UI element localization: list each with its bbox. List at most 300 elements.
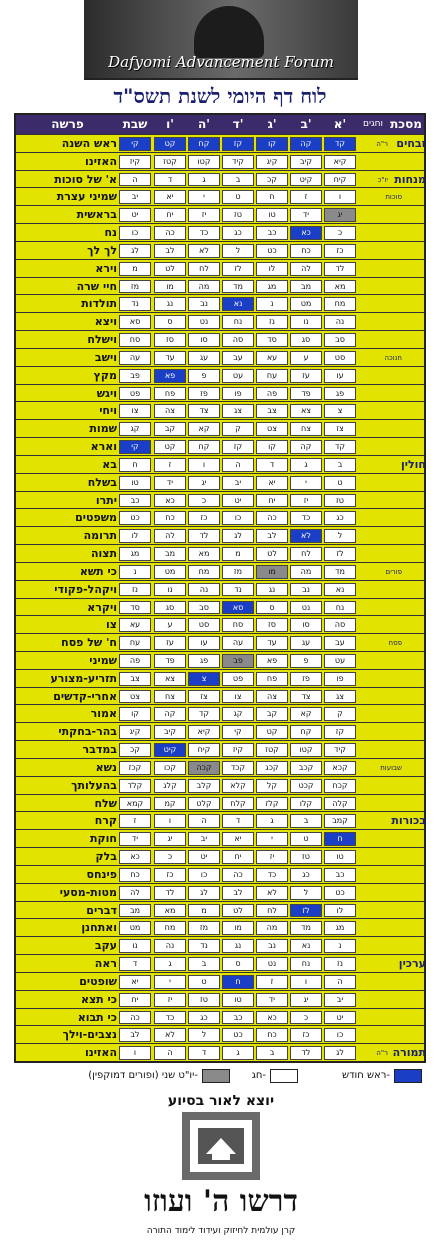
daf-cell: כג bbox=[188, 1011, 220, 1025]
parasha-label: בהר-בחקתי bbox=[58, 725, 117, 739]
daf-cell: קכב bbox=[290, 761, 322, 775]
table-row bbox=[16, 794, 424, 812]
daf-cell: עג bbox=[290, 636, 322, 650]
daf-cell: פט bbox=[222, 672, 254, 686]
daf-cell: ו bbox=[290, 975, 322, 989]
table-row bbox=[16, 134, 424, 152]
daf-cell: ג bbox=[188, 173, 220, 187]
parasha-label: נשא bbox=[95, 760, 117, 774]
daf-cell: צח bbox=[290, 422, 322, 436]
parasha-label: כי תשא bbox=[79, 564, 117, 578]
daf-cell: כב bbox=[256, 226, 288, 240]
daf-cell: טו bbox=[222, 993, 254, 1007]
daf-cell: לח bbox=[256, 904, 288, 918]
daf-cell: קלב bbox=[188, 779, 220, 793]
daf-cell: נב bbox=[188, 297, 220, 311]
daf-cell: כט bbox=[256, 244, 288, 258]
table-row bbox=[16, 455, 424, 473]
parasha-label: שופטים bbox=[79, 974, 117, 988]
holiday-label: חנוכה bbox=[384, 353, 402, 362]
daf-cell: י bbox=[154, 975, 186, 989]
daf-cell: עח bbox=[256, 369, 288, 383]
holiday-label: יו"כ bbox=[377, 175, 388, 184]
table-row bbox=[16, 847, 424, 865]
daf-cell: ע bbox=[290, 351, 322, 365]
banner-image bbox=[84, 0, 358, 80]
daf-cell: יז bbox=[154, 993, 186, 1007]
table-row bbox=[16, 936, 424, 954]
daf-cell: יז bbox=[290, 494, 322, 508]
daf-cell: כח bbox=[256, 1028, 288, 1042]
daf-cell: יח bbox=[256, 494, 288, 508]
parasha-label: פינחס bbox=[86, 867, 117, 881]
daf-cell: כט bbox=[119, 511, 151, 525]
daf-cell: קב bbox=[154, 422, 186, 436]
table-row bbox=[16, 865, 424, 883]
legend-rosh-chodesh-swatch bbox=[394, 1069, 422, 1083]
daf-cell: טז bbox=[222, 208, 254, 222]
calendar-header bbox=[16, 115, 424, 134]
daf-cell: יג bbox=[154, 832, 186, 846]
table-row bbox=[16, 277, 424, 295]
daf-cell: מו bbox=[222, 921, 254, 935]
daf-cell: צא bbox=[290, 404, 322, 418]
daf-cell: צה bbox=[154, 404, 186, 418]
table-row bbox=[16, 776, 424, 794]
daf-cell: צ bbox=[188, 672, 220, 686]
table-row bbox=[16, 170, 424, 188]
daf-cell: ב bbox=[324, 458, 356, 472]
daf-cell: סה bbox=[324, 618, 356, 632]
daf-cell: מז bbox=[119, 280, 151, 294]
header-day-1: א' bbox=[333, 117, 347, 131]
daf-cell: קו bbox=[256, 137, 288, 151]
daf-cell: קלד bbox=[119, 779, 151, 793]
daf-cell: ז bbox=[119, 814, 151, 828]
daf-cell: ו bbox=[119, 1046, 151, 1060]
daf-cell: כה bbox=[154, 226, 186, 240]
daf-cell: קטז bbox=[154, 155, 186, 169]
daf-cell: נא bbox=[222, 297, 254, 311]
daf-cell: מ bbox=[188, 904, 220, 918]
table-row bbox=[16, 401, 424, 419]
daf-cell: לא bbox=[256, 886, 288, 900]
daf-cell: צג bbox=[222, 404, 254, 418]
daf-cell: קיב bbox=[290, 155, 322, 169]
daf-cell: קג bbox=[222, 707, 254, 721]
daf-cell: ל bbox=[188, 1028, 220, 1042]
table-row bbox=[16, 384, 424, 402]
daf-cell: ז bbox=[154, 458, 186, 472]
daf-cell: צח bbox=[154, 690, 186, 704]
daf-cell: ה bbox=[188, 814, 220, 828]
parasha-label: האזינו bbox=[85, 154, 117, 168]
daf-cell: ג bbox=[154, 957, 186, 971]
daf-cell: ג bbox=[222, 1046, 254, 1060]
daf-cell: מט bbox=[119, 921, 151, 935]
daf-cell: ב bbox=[290, 814, 322, 828]
table-row bbox=[16, 954, 424, 972]
daf-cell: סט bbox=[324, 351, 356, 365]
daf-cell: יא bbox=[154, 190, 186, 204]
daf-cell: קטז bbox=[256, 743, 288, 757]
daf-cell: קיא bbox=[324, 155, 356, 169]
daf-cell: קל bbox=[256, 779, 288, 793]
daf-cell: קטו bbox=[188, 155, 220, 169]
daf-cell: יט bbox=[119, 208, 151, 222]
daf-cell: צו bbox=[119, 404, 151, 418]
daf-cell: יט bbox=[324, 1011, 356, 1025]
daf-cell: קיט bbox=[154, 743, 186, 757]
parasha-label: ויקהל-פקודי bbox=[54, 582, 117, 596]
parasha-label: דברים bbox=[86, 903, 117, 917]
page-title: לוח דף היומי לשנת תשס"ד bbox=[113, 84, 327, 108]
table-row bbox=[16, 972, 424, 990]
daf-cell: עו bbox=[188, 636, 220, 650]
table-row bbox=[16, 1043, 424, 1061]
daf-cell: פא bbox=[256, 654, 288, 668]
daf-cell: יד bbox=[290, 208, 322, 222]
daf-cell: ו bbox=[324, 190, 356, 204]
parasha-label: במדבר bbox=[82, 743, 117, 757]
legend-chag-swatch bbox=[270, 1069, 298, 1083]
daf-cell: קיא bbox=[188, 725, 220, 739]
daf-cell: מב bbox=[154, 547, 186, 561]
daf-cell: יז bbox=[188, 208, 220, 222]
table-row bbox=[16, 704, 424, 722]
parasha-label: תצוה bbox=[90, 547, 117, 561]
daf-cell: צ bbox=[324, 404, 356, 418]
daf-cell: יד bbox=[256, 993, 288, 1007]
masechet-label: ערכין bbox=[398, 957, 426, 971]
daf-cell: טו bbox=[119, 476, 151, 490]
daf-cell: צג bbox=[324, 690, 356, 704]
daf-cell: יג bbox=[290, 993, 322, 1007]
header-day-3: ג' bbox=[267, 117, 277, 131]
daf-cell: מד bbox=[222, 280, 254, 294]
daf-cell: יד bbox=[119, 832, 151, 846]
daf-cell: לה bbox=[154, 529, 186, 543]
daf-cell: קח bbox=[188, 137, 220, 151]
masechet-label: מנחות bbox=[394, 172, 426, 186]
daf-cell: קיז bbox=[119, 155, 151, 169]
daf-cell: צב bbox=[119, 672, 151, 686]
daf-cell: יח bbox=[222, 850, 254, 864]
parasha-label: ויגש bbox=[96, 386, 117, 400]
daf-cell: יב bbox=[188, 832, 220, 846]
daf-cell: ס bbox=[256, 601, 288, 615]
daf-cell: ט bbox=[188, 975, 220, 989]
parasha-label: שמות bbox=[89, 422, 117, 436]
daf-cell: פד bbox=[290, 387, 322, 401]
parasha-label: נח bbox=[104, 226, 117, 240]
daf-cell: טו bbox=[324, 850, 356, 864]
daf-cell: קז bbox=[222, 440, 254, 454]
daf-cell: נ bbox=[324, 939, 356, 953]
organization-logo-icon bbox=[176, 1110, 266, 1182]
daf-cell: נח bbox=[290, 957, 322, 971]
parasha-label: וישב bbox=[94, 350, 117, 364]
daf-cell: צו bbox=[222, 690, 254, 704]
daf-cell: כו bbox=[188, 868, 220, 882]
parasha-label: תזריע-מצורע bbox=[50, 671, 117, 685]
daf-cell: לז bbox=[222, 262, 254, 276]
masechet-label: בכורות bbox=[391, 814, 426, 828]
daf-cell: צה bbox=[256, 690, 288, 704]
table-row bbox=[16, 1025, 424, 1043]
table-row bbox=[16, 740, 424, 758]
daf-cell: פז bbox=[188, 387, 220, 401]
daf-cell: ט bbox=[290, 832, 322, 846]
table-row bbox=[16, 508, 424, 526]
masechet-label: חולין bbox=[400, 457, 426, 471]
legend-yom-tov-sheni-swatch bbox=[202, 1069, 230, 1083]
holiday-label: שבועות bbox=[380, 763, 402, 772]
daf-cell: יב bbox=[324, 993, 356, 1007]
table-row bbox=[16, 152, 424, 170]
daf-cell: נב bbox=[256, 939, 288, 953]
daf-cell: קמא bbox=[119, 797, 151, 811]
daf-cell: כו bbox=[222, 511, 254, 525]
daf-cell: פה bbox=[256, 387, 288, 401]
header-chagim: וחגים bbox=[362, 119, 384, 129]
daf-cell: קיב bbox=[154, 725, 186, 739]
parasha-label: מטות-מסעי bbox=[59, 885, 117, 899]
daf-cell: יט bbox=[222, 494, 254, 508]
daf-cell: ו bbox=[154, 814, 186, 828]
daf-cell: עא bbox=[256, 351, 288, 365]
daf-cell: כו bbox=[324, 1028, 356, 1042]
daf-cell: מ bbox=[119, 262, 151, 276]
daf-cell: ס bbox=[154, 315, 186, 329]
daf-cell: יט bbox=[188, 850, 220, 864]
daf-cell: מה bbox=[256, 921, 288, 935]
daf-cell: קכג bbox=[256, 761, 288, 775]
daf-cell: נה bbox=[188, 583, 220, 597]
daf-cell: סח bbox=[222, 618, 254, 632]
daf-cell: מו bbox=[256, 565, 288, 579]
daf-cell: כה bbox=[256, 511, 288, 525]
daf-cell: ג bbox=[290, 458, 322, 472]
daf-cell: סז bbox=[154, 333, 186, 347]
daf-cell: מח bbox=[188, 565, 220, 579]
daf-cell: קכו bbox=[154, 761, 186, 775]
daf-cell: נא bbox=[324, 583, 356, 597]
daf-cell: ה bbox=[222, 458, 254, 472]
table-row bbox=[16, 544, 424, 562]
daf-cell: כ bbox=[290, 1011, 322, 1025]
daf-cell: עג bbox=[188, 351, 220, 365]
parasha-label: וירא bbox=[95, 261, 117, 275]
daf-cell: עד bbox=[256, 636, 288, 650]
daf-cell: מח bbox=[154, 921, 186, 935]
parasha-label: תרומה bbox=[83, 529, 117, 543]
daf-cell: ו bbox=[188, 458, 220, 472]
daf-cell: עט bbox=[222, 369, 254, 383]
parasha-label: בשלח bbox=[87, 475, 117, 489]
header-day-5: ה' bbox=[198, 117, 210, 131]
parasha-label: שלח bbox=[94, 796, 117, 810]
daf-cell: צט bbox=[256, 422, 288, 436]
daf-cell: קי bbox=[119, 137, 151, 151]
table-row bbox=[16, 722, 424, 740]
daf-cell: כג bbox=[290, 868, 322, 882]
daf-cell: קכ bbox=[119, 743, 151, 757]
daf-cell: קמב bbox=[324, 814, 356, 828]
daf-cell: לו bbox=[324, 904, 356, 918]
table-row bbox=[16, 811, 424, 829]
parasha-label: לך לך bbox=[87, 243, 117, 257]
parasha-label: בראשית bbox=[76, 208, 117, 222]
daf-cell: סח bbox=[119, 333, 151, 347]
daf-cell: סג bbox=[290, 333, 322, 347]
parasha-label: כי תצא bbox=[80, 992, 117, 1006]
daf-cell: נו bbox=[290, 315, 322, 329]
table-row bbox=[16, 615, 424, 633]
daf-cell: קלג bbox=[154, 779, 186, 793]
daf-cell: כח bbox=[119, 868, 151, 882]
daf-cell: קא bbox=[188, 422, 220, 436]
daf-cell: נג bbox=[256, 583, 288, 597]
legend-yom-tov-sheni-label: -יו"ט שני (ופורים דמוקפין) bbox=[88, 1070, 198, 1081]
table-row bbox=[16, 580, 424, 598]
daf-cell: ח bbox=[222, 975, 254, 989]
daf-cell: פג bbox=[188, 654, 220, 668]
daf-cell: מט bbox=[154, 565, 186, 579]
daf-cell: מט bbox=[290, 297, 322, 311]
daf-cell: לט bbox=[154, 262, 186, 276]
daf-cell: קי bbox=[222, 725, 254, 739]
daf-cell: לה bbox=[290, 262, 322, 276]
calendar-table bbox=[14, 113, 426, 1063]
daf-cell: צד bbox=[290, 690, 322, 704]
table-row bbox=[16, 883, 424, 901]
table-row bbox=[16, 918, 424, 936]
daf-cell: קט bbox=[256, 725, 288, 739]
table-row bbox=[16, 562, 424, 580]
parasha-label: אחרי-קדשים bbox=[53, 689, 117, 703]
table-row bbox=[16, 633, 424, 651]
daf-cell: קד bbox=[188, 707, 220, 721]
header-masechet: מסכת bbox=[390, 117, 422, 131]
daf-cell: כט bbox=[324, 886, 356, 900]
header-shabbat: שבת bbox=[122, 117, 148, 131]
daf-cell: קד bbox=[324, 440, 356, 454]
daf-cell: קלא bbox=[222, 779, 254, 793]
table-row bbox=[16, 312, 424, 330]
daf-cell: מד bbox=[324, 565, 356, 579]
daf-cell: מא bbox=[154, 904, 186, 918]
holiday-label: ר"ה bbox=[376, 1049, 388, 1058]
daf-cell: ח bbox=[256, 190, 288, 204]
daf-cell: כה bbox=[222, 868, 254, 882]
daf-cell: סא bbox=[222, 601, 254, 615]
daf-cell: לד bbox=[188, 529, 220, 543]
table-row bbox=[16, 598, 424, 616]
daf-cell: לד bbox=[154, 886, 186, 900]
daf-cell: עב bbox=[222, 351, 254, 365]
daf-cell: קה bbox=[290, 137, 322, 151]
daf-cell: נה bbox=[324, 315, 356, 329]
parasha-label: האזינו bbox=[85, 1046, 117, 1060]
daf-cell: כז bbox=[290, 1028, 322, 1042]
daf-cell: לט bbox=[256, 547, 288, 561]
table-row bbox=[16, 223, 424, 241]
daf-cell: קטו bbox=[290, 743, 322, 757]
daf-cell: עו bbox=[324, 369, 356, 383]
daf-cell: סז bbox=[256, 618, 288, 632]
daf-cell: קכז bbox=[119, 761, 151, 775]
daf-cell: פב bbox=[119, 369, 151, 383]
parasha-label: וארא bbox=[90, 440, 117, 454]
daf-cell: קו bbox=[119, 707, 151, 721]
table-row bbox=[16, 758, 424, 776]
daf-cell: כב bbox=[324, 868, 356, 882]
daf-cell: קלח bbox=[222, 797, 254, 811]
daf-cell: יח bbox=[119, 993, 151, 1007]
daf-cell: יא bbox=[222, 832, 254, 846]
daf-cell: עח bbox=[119, 636, 151, 650]
daf-cell: ג bbox=[256, 814, 288, 828]
daf-cell: לא bbox=[154, 1028, 186, 1042]
daf-cell: לט bbox=[222, 904, 254, 918]
table-row bbox=[16, 259, 424, 277]
daf-cell: יא bbox=[119, 975, 151, 989]
parasha-label: ויחי bbox=[99, 404, 117, 418]
daf-cell: נח bbox=[222, 315, 254, 329]
daf-cell: כד bbox=[256, 868, 288, 882]
daf-cell: פח bbox=[256, 672, 288, 686]
daf-cell: כא bbox=[119, 850, 151, 864]
daf-cell: מה bbox=[290, 565, 322, 579]
daf-cell: י bbox=[188, 190, 220, 204]
daf-cell: כו bbox=[119, 226, 151, 240]
daf-cell: נב bbox=[290, 583, 322, 597]
daf-cell: כ bbox=[188, 494, 220, 508]
daf-cell: קו bbox=[256, 440, 288, 454]
daf-cell: לא bbox=[290, 529, 322, 543]
daf-cell: סב bbox=[324, 333, 356, 347]
parasha-label: אמור bbox=[90, 707, 117, 721]
daf-cell: לח bbox=[188, 262, 220, 276]
table-row bbox=[16, 491, 424, 509]
daf-cell: כז bbox=[324, 244, 356, 258]
daf-cell: כ bbox=[324, 226, 356, 240]
daf-cell: ד bbox=[119, 957, 151, 971]
parasha-label: בהעלותך bbox=[71, 778, 117, 792]
daf-cell: סד bbox=[256, 333, 288, 347]
daf-cell: קי bbox=[119, 440, 151, 454]
daf-cell: סד bbox=[119, 601, 151, 615]
daf-cell: כח bbox=[154, 511, 186, 525]
daf-cell: קא bbox=[290, 707, 322, 721]
table-row bbox=[16, 419, 424, 437]
table-row bbox=[16, 437, 424, 455]
daf-cell: קיח bbox=[188, 743, 220, 757]
daf-cell: לד bbox=[324, 262, 356, 276]
table-row bbox=[16, 687, 424, 705]
holiday-label: סוכות bbox=[385, 193, 402, 202]
daf-cell: קלו bbox=[290, 797, 322, 811]
daf-cell: נו bbox=[119, 939, 151, 953]
daf-cell: נט bbox=[256, 957, 288, 971]
daf-cell: קח bbox=[188, 440, 220, 454]
daf-cell: קט bbox=[154, 440, 186, 454]
daf-cell: פב bbox=[222, 654, 254, 668]
daf-cell: קכה bbox=[188, 761, 220, 775]
parasha-label: ויצא bbox=[94, 315, 117, 329]
daf-cell: לג bbox=[324, 1046, 356, 1060]
